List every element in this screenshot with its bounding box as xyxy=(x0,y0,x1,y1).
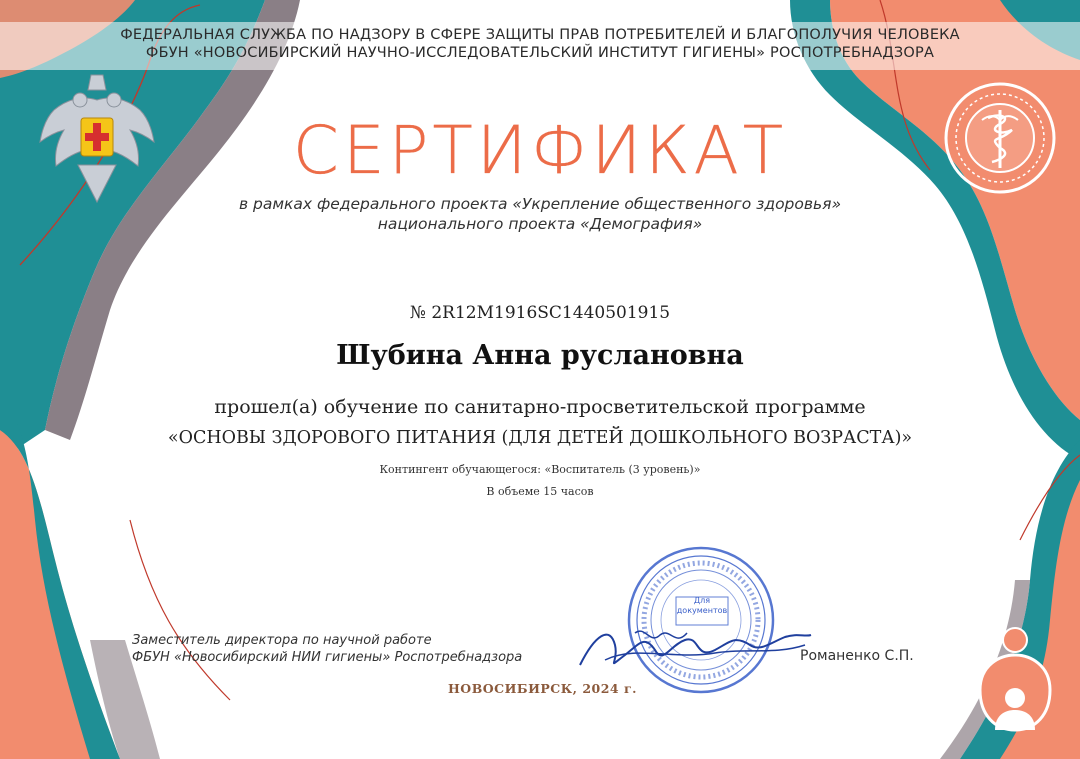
header-agency: ФЕДЕРАЛЬНАЯ СЛУЖБА ПО НАДЗОРУ В СФЕРЕ ЗАЩИТЫ ПРАВ ПОТРЕБИТЕЛЕЙ И БЛАГОПОЛУЧИЯ ЧЕЛОВЕКА xyxy=(120,27,960,43)
stamp-label xyxy=(672,596,732,616)
stamp-label-line1: Для xyxy=(693,596,711,605)
contingent-text: Контингент обучающегося: «Воспитатель (3 уровень)» xyxy=(379,463,701,476)
federal-project-subtitle: в рамках федерального проекта «Укрепление общественного здоровья» xyxy=(238,195,842,213)
signatory-organization: ФБУН «Новосибирский НИИ гигиены» Роспотребнадзора xyxy=(132,650,523,665)
national-project-subtitle: национального проекта «Демография» xyxy=(377,215,703,233)
completion-text: прошел(а) обучение по санитарно-просветительской программе xyxy=(214,396,866,418)
certificate-number: № 2R12M1916SC1440501915 xyxy=(409,303,671,323)
people-logo-icon xyxy=(965,620,1060,750)
recipient-name: Шубина Анна руслановна xyxy=(336,340,744,371)
handwritten-signature xyxy=(575,615,815,680)
city-year: НОВОСИБИРСК, 2024 г. xyxy=(448,681,637,696)
certificate-title: СЕРТИФИКАТ xyxy=(292,112,788,189)
signatory-name: Романенко С.П. xyxy=(800,648,914,664)
stamp-label-line2: документов xyxy=(676,606,728,615)
program-title: «ОСНОВЫ ЗДОРОВОГО ПИТАНИЯ (ДЛЯ ДЕТЕЙ ДОШКОЛЬНОГО ВОЗРАСТА)» xyxy=(167,428,913,448)
volume-text: В объеме 15 часов xyxy=(486,485,594,498)
signatory-position: Заместитель директора по научной работе xyxy=(132,633,432,648)
header-institute: ФБУН «НОВОСИБИРСКИЙ НАУЧНО-ИССЛЕДОВАТЕЛЬСКИЙ ИНСТИТУТ ГИГИЕНЫ» РОСПОТРЕБНАДЗОРА xyxy=(145,45,935,61)
